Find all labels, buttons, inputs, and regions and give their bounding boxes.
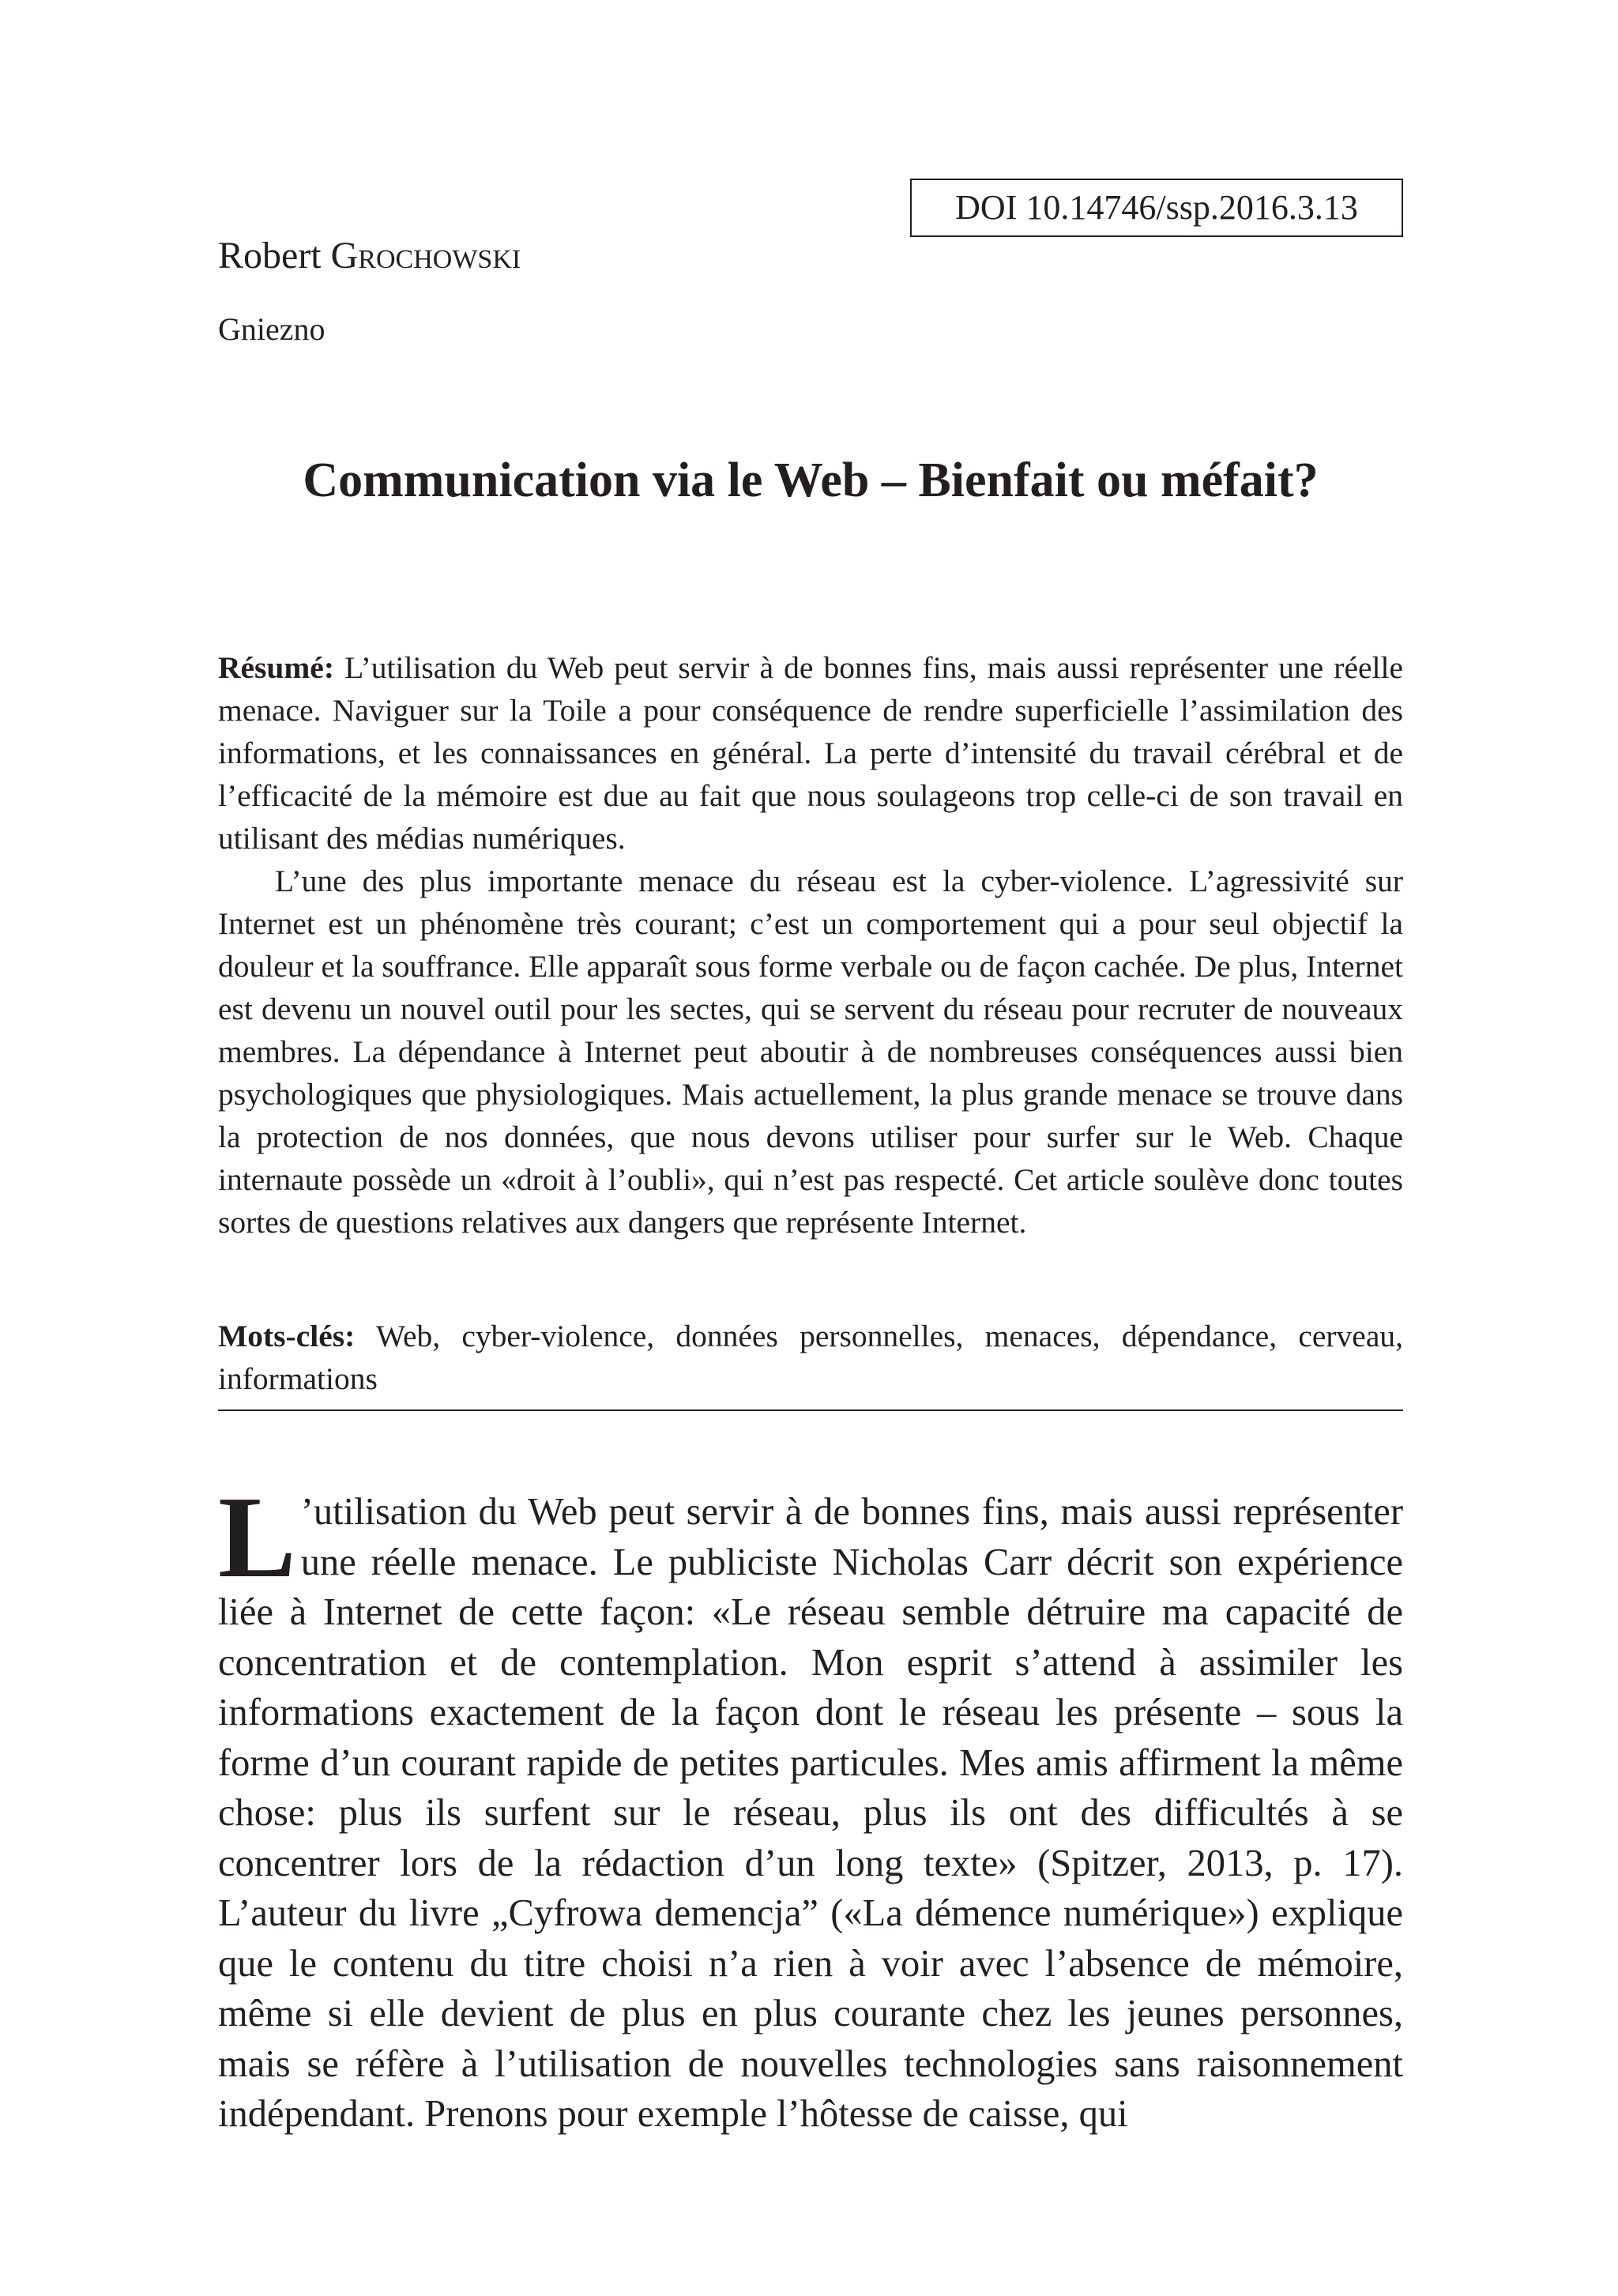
author-last-name: Grochowski <box>330 235 521 277</box>
abstract <box>218 646 1403 1244</box>
abstract-paragraph-2: L’une des plus importante menace du réseau est la cyber-violence. L’agressivité sur Internet est un phénomène très courant; c’est un comportement qui a pour seul objectif la douleur et la souffrance. Elle apparaît sous forme verbale ou de façon cachée. De plus, Internet est devenu un nouvel outil pour les sectes, qui se servent du réseau pour recruter de nouveaux membres. La dépendance à Internet peut aboutir à de nombreuses conséquences aussi bien psychologiques que physiologiques. Mais actuellement, la plus grande menace se trouve dans la protection de nos données, que nous devons utiliser pour surfer sur le Web. Chaque internaute possède un «droit à l’oubli», qui n’est pas respecté. Cet article soulève donc toutes sortes de questions relatives aux dangers que représente Internet. <box>218 864 1403 1240</box>
keywords <box>218 1315 1403 1400</box>
abstract-label: Résumé: <box>218 650 334 685</box>
abstract-paragraph-1 <box>218 646 1403 860</box>
body-paragraph-1 <box>218 1473 1403 2140</box>
author-name <box>218 232 521 280</box>
author-first-name: Robert <box>218 235 322 277</box>
author-affiliation: Gniezno <box>218 311 325 347</box>
keywords-text: Web, cyber-violence, données personnelles, menaces, dépendance, cerveau, informations <box>218 1319 1403 1396</box>
section-divider <box>218 1410 1403 1411</box>
body-text <box>218 1473 1403 2140</box>
drop-cap: L <box>218 1473 296 1602</box>
keywords-label: Mots-clés: <box>218 1319 356 1353</box>
body-paragraph-1-text: ’utilisation du Web peut servir à de bonnes fins, mais aussi représenter une réelle menace. Le publiciste Nicholas Carr décrit son expérience liée à Internet de cette façon: «Le réseau semble détruire ma capacité de concentration et de contemplation. Mon esprit s’attend à assimiler les informations exactement de la façon dont le réseau les présente – sous la forme d’un courant rapide de petites particules. Mes amis affirment la même chose: plus ils surfent sur le réseau, plus ils ont des difficultés à se concentrer lors de la rédaction d’un long texte» (Spitzer, 2013, p. 17). L’auteur du livre „Cyfrowa demencja” («La démence numérique») explique que le contenu du titre choisi n’a rien à voir avec l’absence de mémoire, même si elle devient de plus en plus courante chez les jeunes personnes, mais se réfère à l’utilisation de nouvelles technologies sans raisonnement indépendant. Prenons pour exemple l’hôtesse de caisse, qui <box>218 1491 1403 2135</box>
article-title: Communication via le Web – Bienfait ou méfait? <box>303 454 1319 507</box>
abstract-text-1: L’utilisation du Web peut servir à de bonnes fins, mais aussi représenter une réelle menace. Naviguer sur la Toile a pour conséquence de rendre superficielle l’assimilation des informations, et les connaissances en général. La perte d’intensité du travail cérébral et de l’efficacité de la mémoire est due au fait que nous soulageons trop celle-ci de son travail en utilisant des médias numériques. <box>218 650 1404 856</box>
doi-label: DOI 10.14746/ssp.2016.3.13 <box>910 179 1403 237</box>
